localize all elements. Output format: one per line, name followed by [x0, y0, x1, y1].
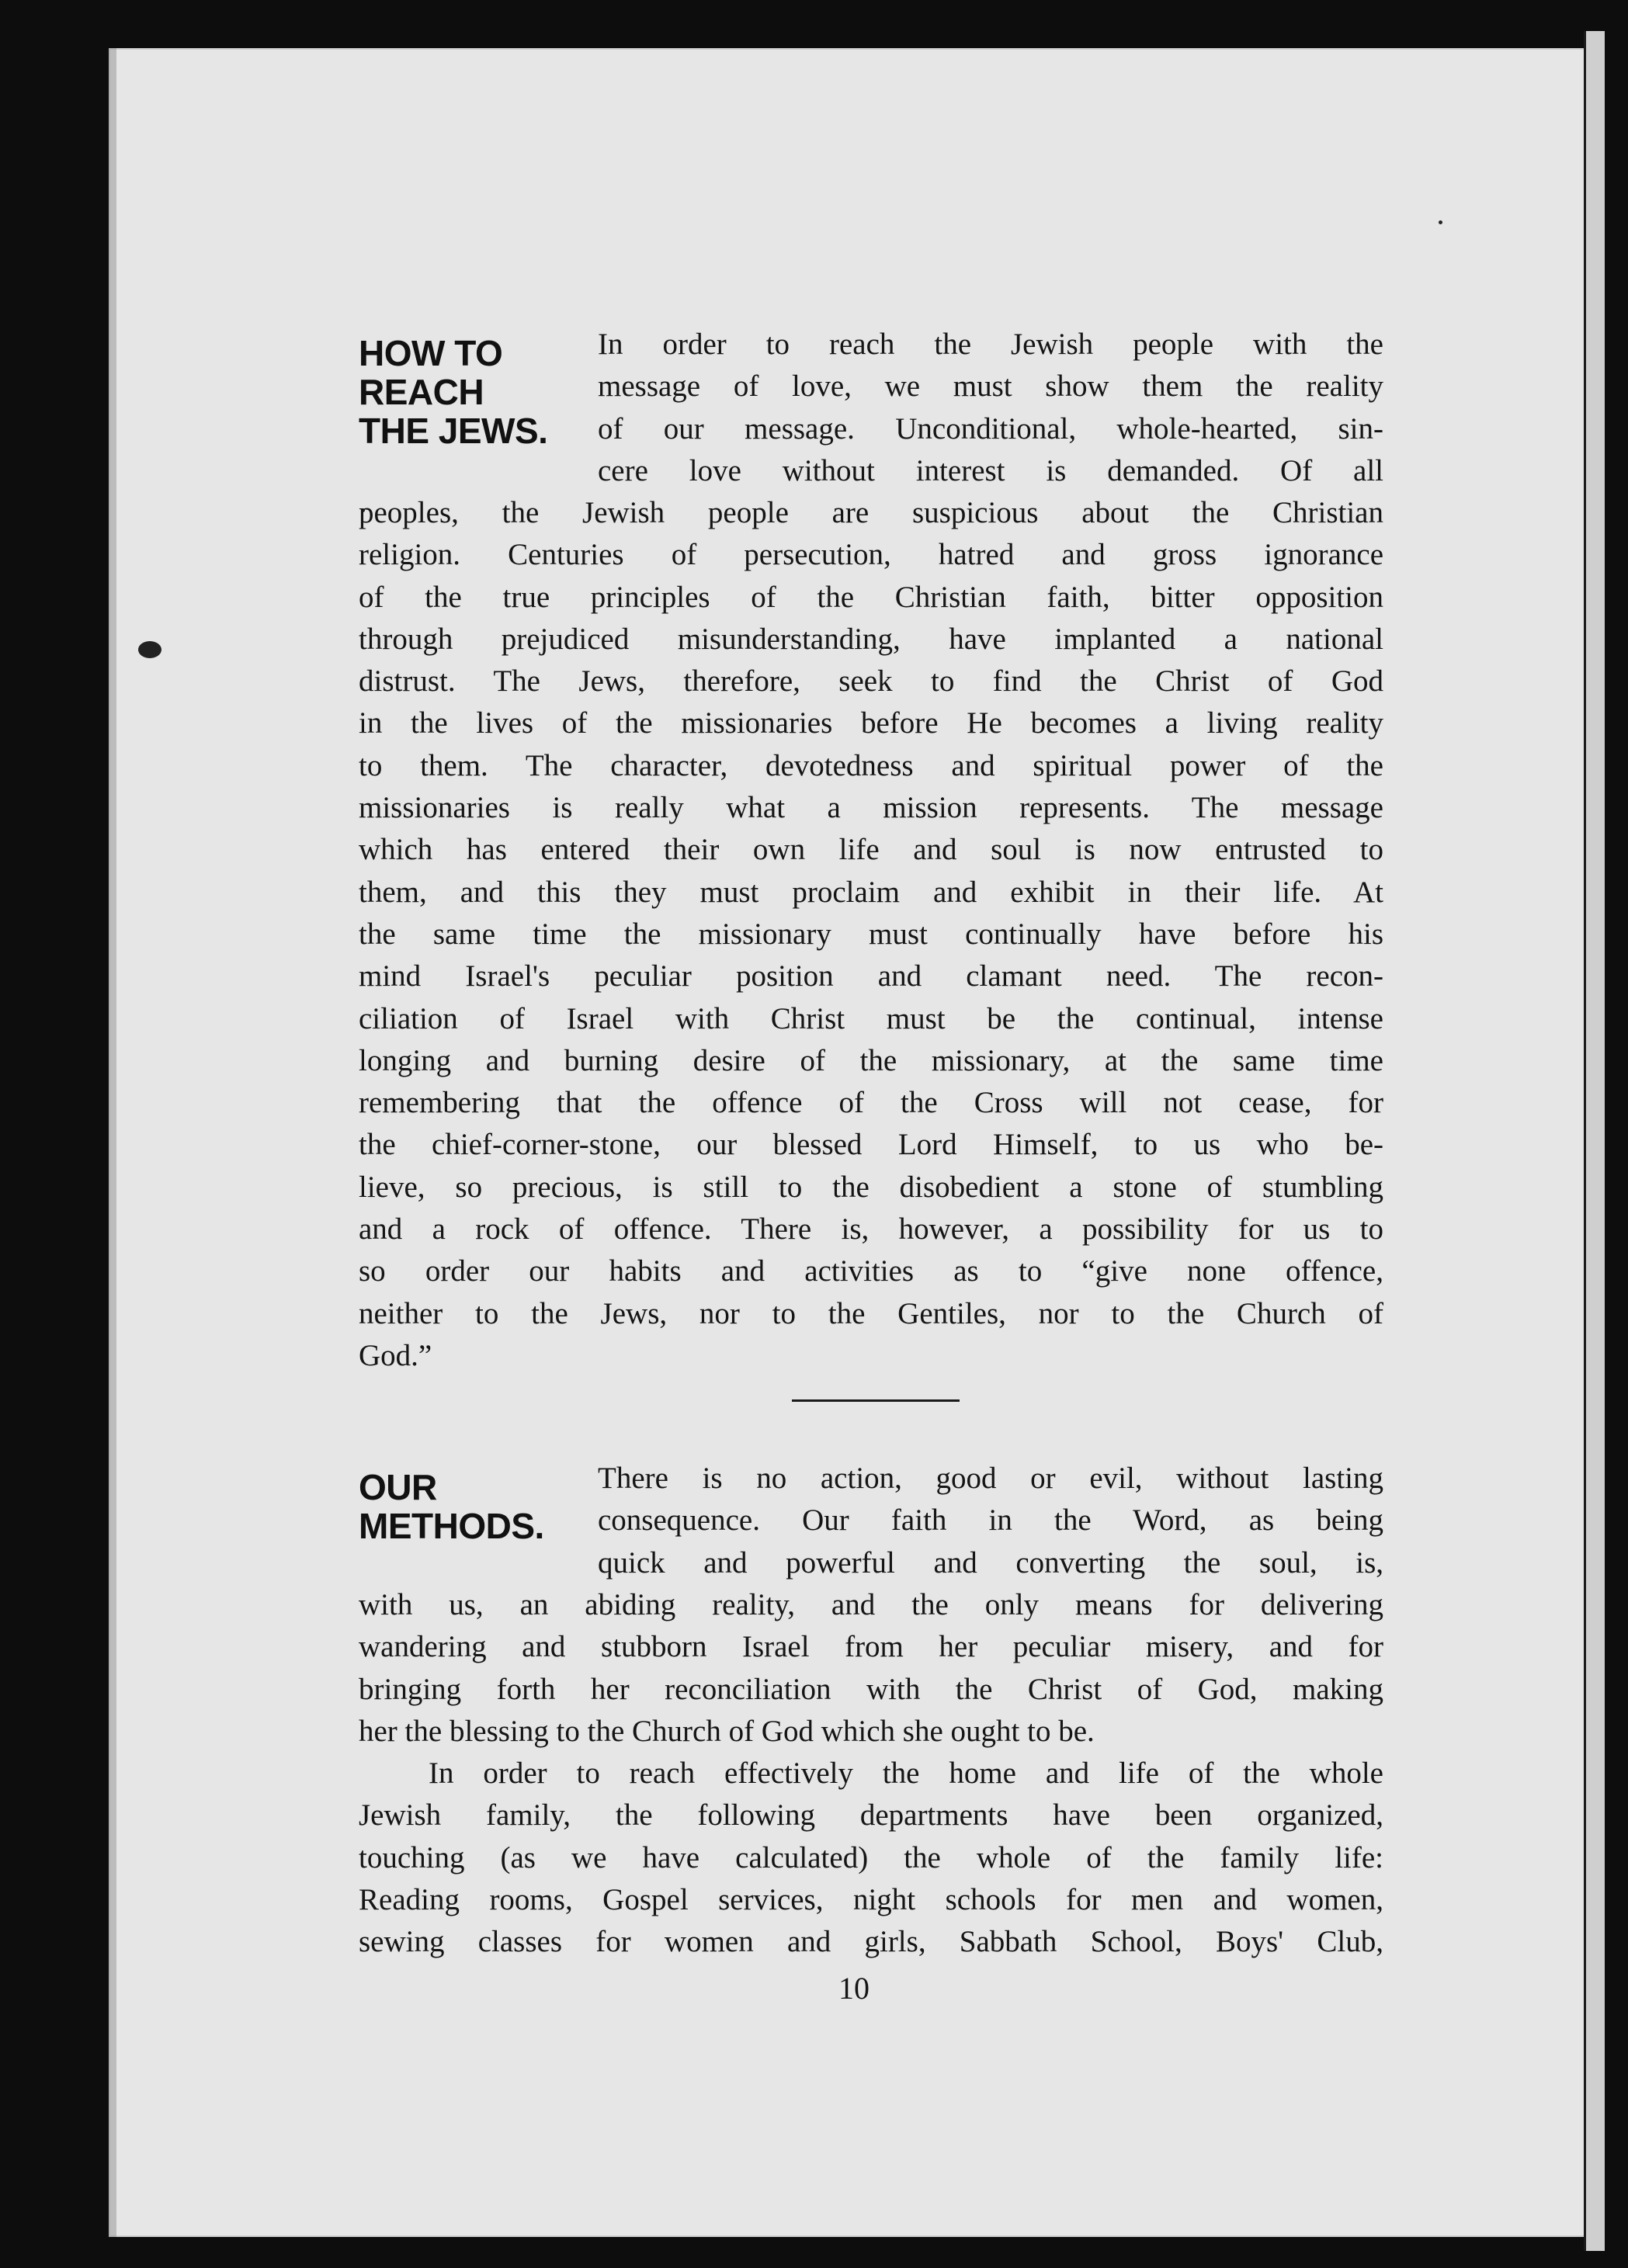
text-line: consequence. Our faith in the Word, as being	[598, 1503, 1383, 1538]
scan-speck	[1439, 220, 1442, 224]
text-line: touching (as we have calculated) the whole of the family life:	[359, 1840, 1383, 1874]
text-line: through prejudiced misunderstanding, have implanted a national	[359, 622, 1383, 656]
section2-paragraph-2	[359, 1753, 1383, 1963]
text-line: with us, an abiding reality, and the only means for delivering	[359, 1588, 1383, 1621]
text-line: so order our habits and activities as to “give none offence,	[359, 1254, 1383, 1288]
heading-line: METHODS.	[359, 1506, 544, 1546]
text-line: In order to reach effectively the home and life of the whole	[429, 1756, 1383, 1790]
text-line: mind Israel's peculiar position and clamant need. The recon-	[359, 959, 1383, 994]
text-line: bringing forth her reconciliation with the Christ of God, making	[359, 1672, 1383, 1706]
text-line: her the blessing to the Church of God which she ought to be.	[359, 1714, 1095, 1748]
heading-line: HOW TO	[359, 333, 503, 373]
text-line: missionaries is really what a mission represents. The message	[359, 791, 1383, 825]
heading-line: REACH	[359, 372, 484, 412]
scan-speck	[138, 641, 161, 658]
heading-line: OUR	[359, 1467, 437, 1507]
text-line: and a rock of offence. There is, however, a possibility for us to	[359, 1212, 1383, 1247]
text-line: neither to the Jews, nor to the Gentiles, nor to the Church of	[359, 1296, 1383, 1330]
section2-body-text	[359, 1584, 1383, 1753]
section2-indented-text	[598, 1458, 1383, 1584]
section1-indented-text	[598, 324, 1383, 492]
text-line: of our message. Unconditional, whole-hearted, sin-	[598, 411, 1383, 446]
text-line: In order to reach the Jewish people with the	[598, 328, 1383, 361]
page-number: 10	[838, 1971, 870, 2006]
text-line: wandering and stubborn Israel from her peculiar misery, and for	[359, 1630, 1383, 1664]
text-line: the chief-corner-stone, our blessed Lord Himself, to us who be-	[359, 1128, 1383, 1162]
text-line: God.”	[359, 1338, 432, 1372]
text-line: ciliation of Israel with Christ must be the continual, intense	[359, 1001, 1383, 1035]
text-line: in the lives of the missionaries before He becomes a living reality	[359, 706, 1383, 740]
adjacent-page-edge	[1584, 31, 1605, 2251]
text-line: lieve, so precious, is still to the disobedient a stone of stumbling	[359, 1170, 1383, 1204]
text-line: them, and this they must proclaim and exhibit in their life. At	[359, 875, 1383, 909]
text-line: which has entered their own life and soul is now entrusted to	[359, 833, 1383, 867]
text-line: religion. Centuries of persecution, hatred and gross ignorance	[359, 538, 1383, 572]
text-line: cere love without interest is demanded. Of all	[598, 453, 1383, 487]
text-line: Jewish family, the following departments have been organized,	[359, 1798, 1383, 1833]
section1-body-text	[359, 492, 1383, 1377]
section-heading-our-methods	[359, 1468, 544, 1545]
text-line: of the true principles of the Christian faith, bitter opposition	[359, 580, 1383, 614]
text-line: Reading rooms, Gospel services, night schools for men and women,	[359, 1882, 1383, 1916]
text-line: There is no action, good or evil, without lasting	[598, 1462, 1383, 1495]
text-line: longing and burning desire of the missionary, at the same time	[359, 1043, 1383, 1077]
text-line: quick and powerful and converting the soul, is,	[598, 1545, 1383, 1580]
text-line: distrust. The Jews, therefore, seek to find the Christ of God	[359, 664, 1383, 699]
text-line: sewing classes for women and girls, Sabbath School, Boys' Club,	[359, 1925, 1383, 1959]
text-line: the same time the missionary must continually have before his	[359, 917, 1383, 951]
text-line: message of love, we must show them the reality	[598, 369, 1383, 404]
section-heading-how-to-reach-the-jews	[359, 334, 547, 450]
text-line: remembering that the offence of the Cross will not cease, for	[359, 1086, 1383, 1120]
section-divider	[792, 1399, 960, 1402]
page-left-edge	[109, 48, 116, 2237]
text-line: peoples, the Jewish people are suspicious about the Christian	[359, 496, 1383, 529]
heading-line: THE JEWS.	[359, 411, 548, 451]
text-line: to them. The character, devotedness and spiritual power of the	[359, 748, 1383, 782]
